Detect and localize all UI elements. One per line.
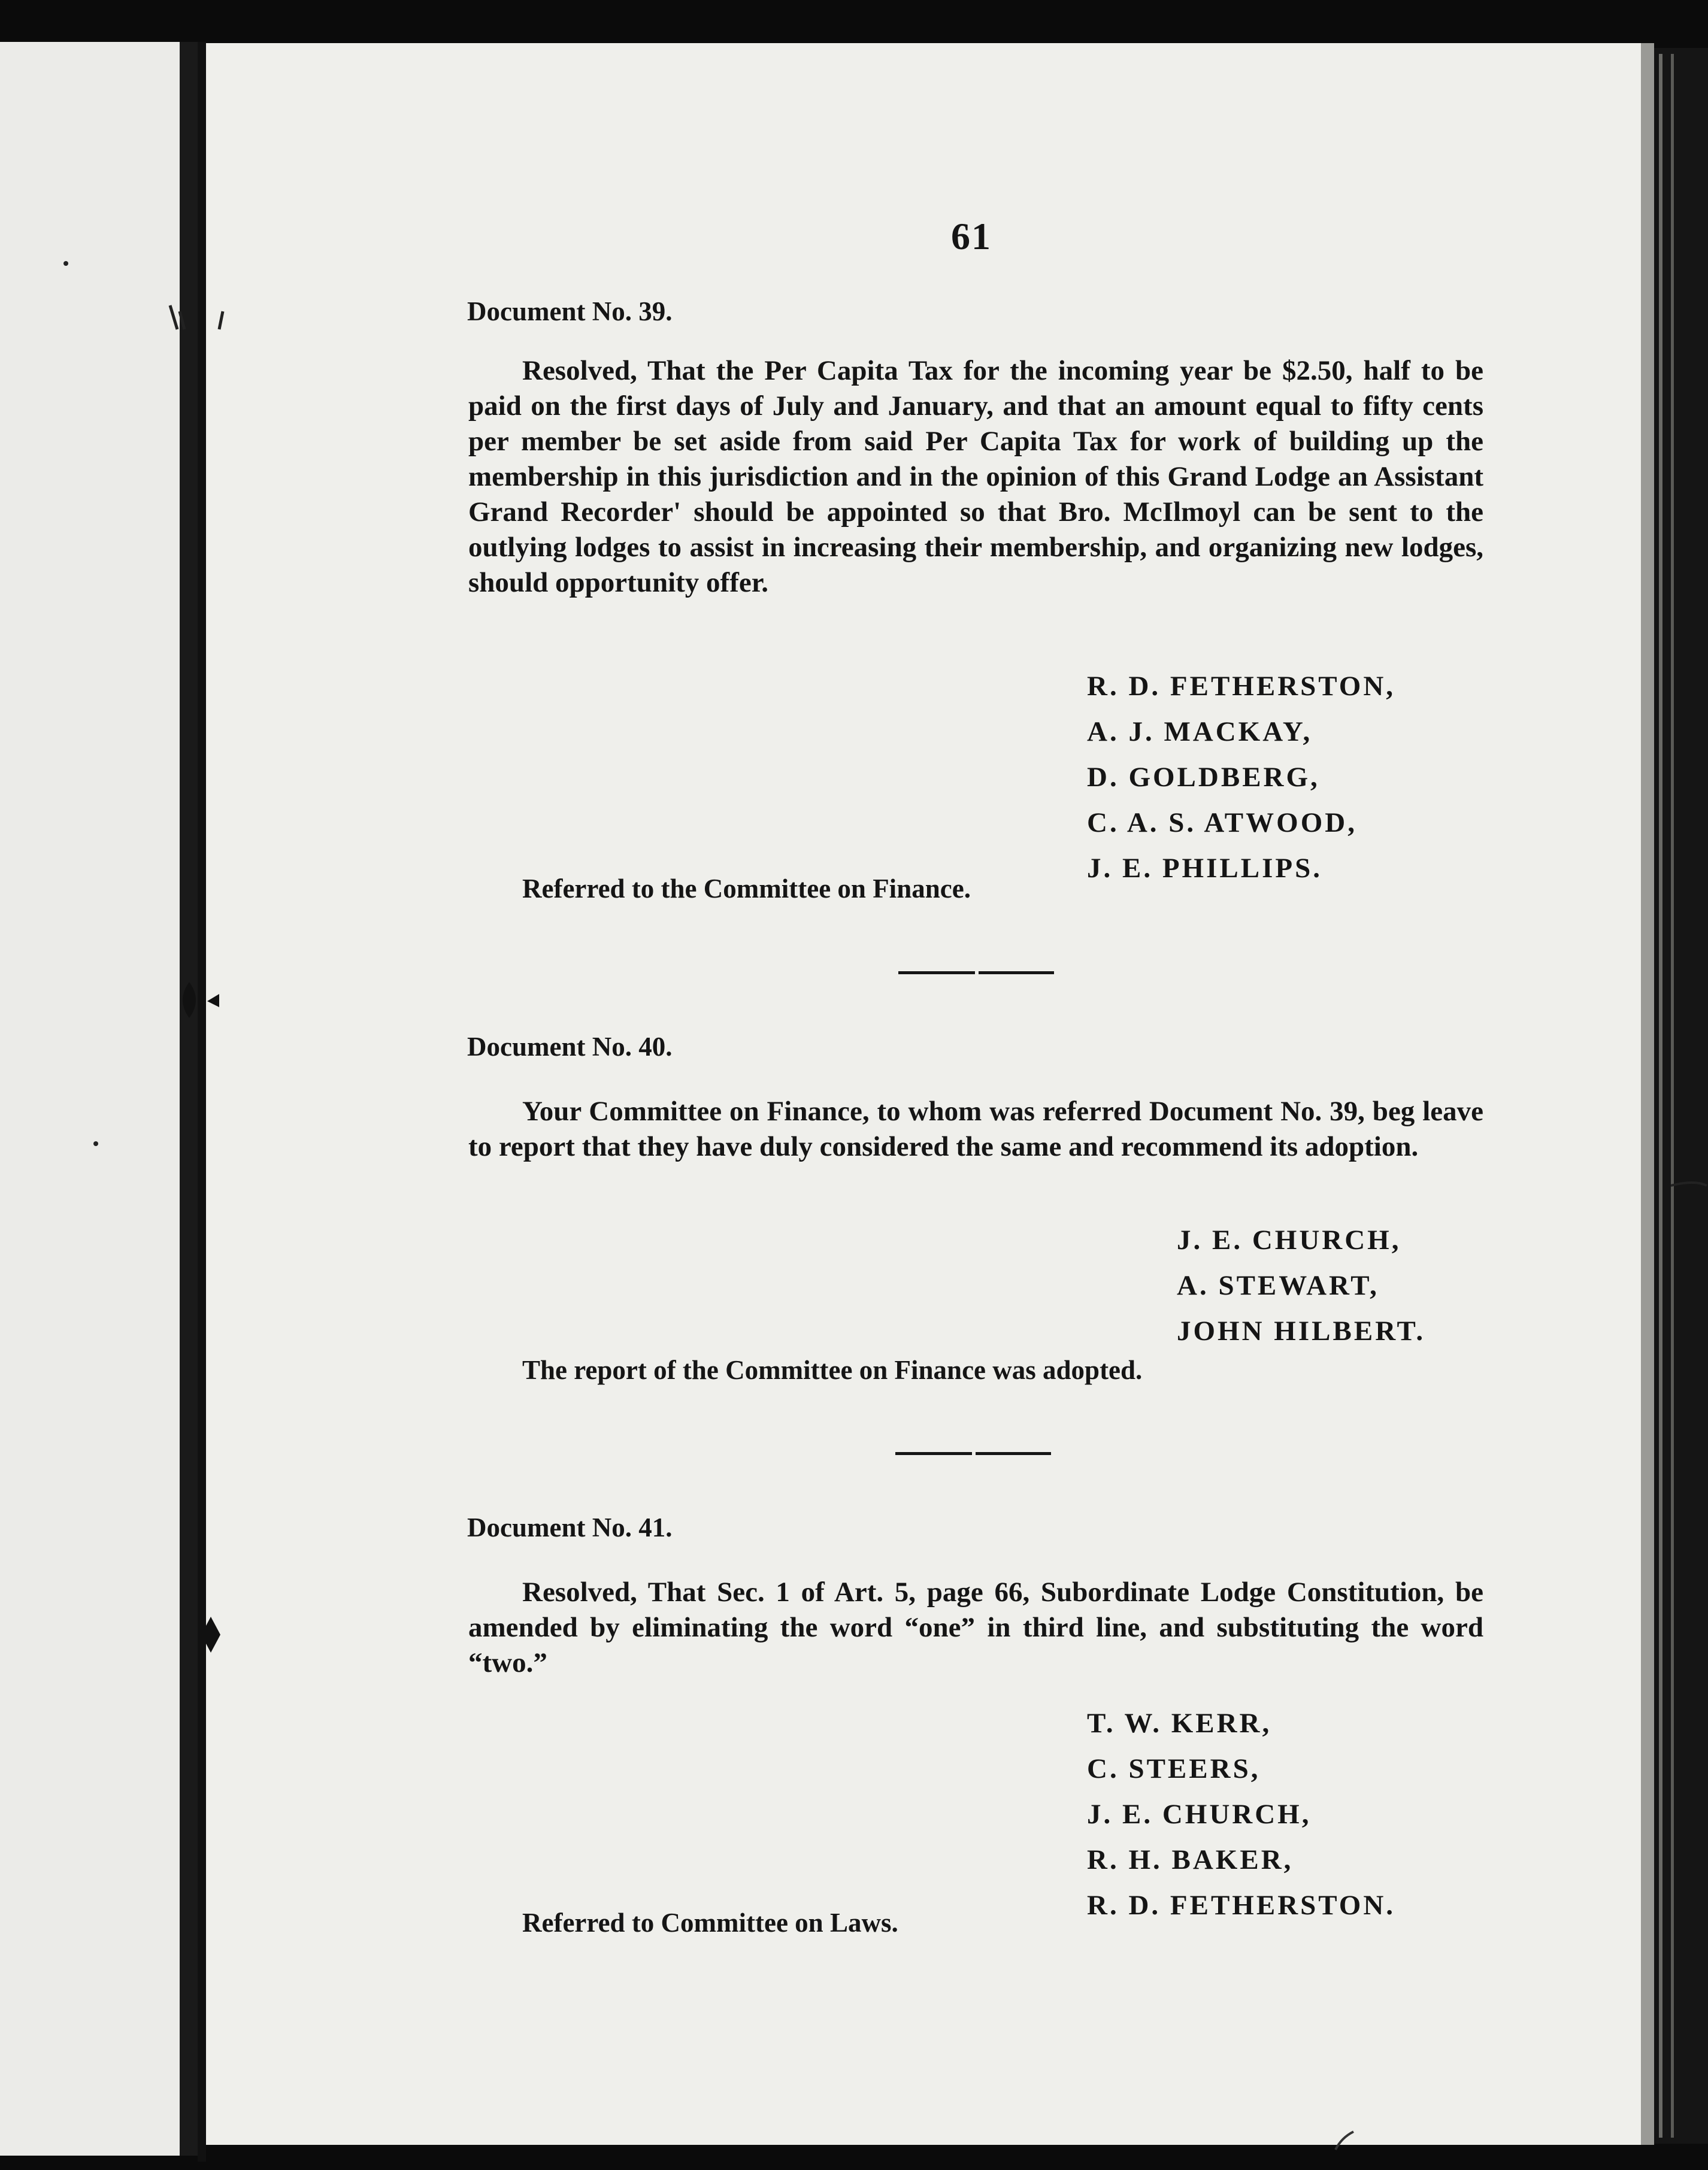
signatory: R. D. FETHERSTON. <box>1087 1890 1396 1921</box>
document-39-note: Referred to the Committee on Finance. <box>522 874 971 904</box>
document-40-note: The report of the Committee on Finance was adopted. <box>522 1355 1143 1385</box>
signatory: C. STEERS, <box>1087 1753 1261 1784</box>
section-divider <box>898 971 1054 974</box>
signatory: J. E. PHILLIPS. <box>1087 853 1322 884</box>
document-41-signatories <box>1087 1701 1395 1928</box>
signatory: T. W. KERR, <box>1087 1708 1272 1739</box>
document-41-body: Resolved, That Sec. 1 of Art. 5, page 66, Subordinate Lodge Constitution, be amended by eliminating the word “one” in third line, and substituting the word “two.” <box>468 1577 1483 1678</box>
document-39-heading: Document No. 39. <box>467 296 673 326</box>
signatory: D. GOLDBERG, <box>1087 762 1320 793</box>
document-40-body: Your Committee on Finance, to whom was referred Document No. 39, beg leave to report that they have duly considered the same and recommend its adoption. <box>468 1096 1483 1162</box>
page-number: 61 <box>951 215 992 257</box>
signatory: C. A. S. ATWOOD, <box>1087 807 1357 838</box>
signatory: A. J. MACKAY, <box>1087 716 1313 747</box>
signatory: R. D. FETHERSTON, <box>1087 671 1396 702</box>
document-39-body: Resolved, That the Per Capita Tax for the incoming year be $2.50, half to be paid on the first days of July and January, and that an amount equal to fifty cents per member be set aside from said Per Capita Tax for work of building up the membership in this jurisdiction and in the opinion of this Grand Lodge an Assistant Grand Recorder' should be appointed so that Bro. McIlmoyl can be sent to the outlying lodges to assist in increasing their membership, and organizing new lodges, should opportunity offer. <box>468 355 1483 598</box>
document-39-signatories <box>1087 663 1395 891</box>
signatory: R. H. BAKER, <box>1087 1844 1294 1875</box>
document-41-heading: Document No. 41. <box>467 1513 673 1542</box>
section-divider <box>895 1452 1051 1455</box>
document-40-heading: Document No. 40. <box>467 1032 673 1062</box>
signatory: J. E. CHURCH, <box>1177 1225 1401 1256</box>
document-40-signatories <box>1177 1217 1425 1354</box>
signatory: A. STEWART, <box>1177 1270 1379 1301</box>
document-41-note: Referred to Committee on Laws. <box>522 1908 898 1938</box>
signatory: JOHN HILBERT. <box>1177 1316 1426 1347</box>
signatory: J. E. CHURCH, <box>1087 1799 1312 1830</box>
